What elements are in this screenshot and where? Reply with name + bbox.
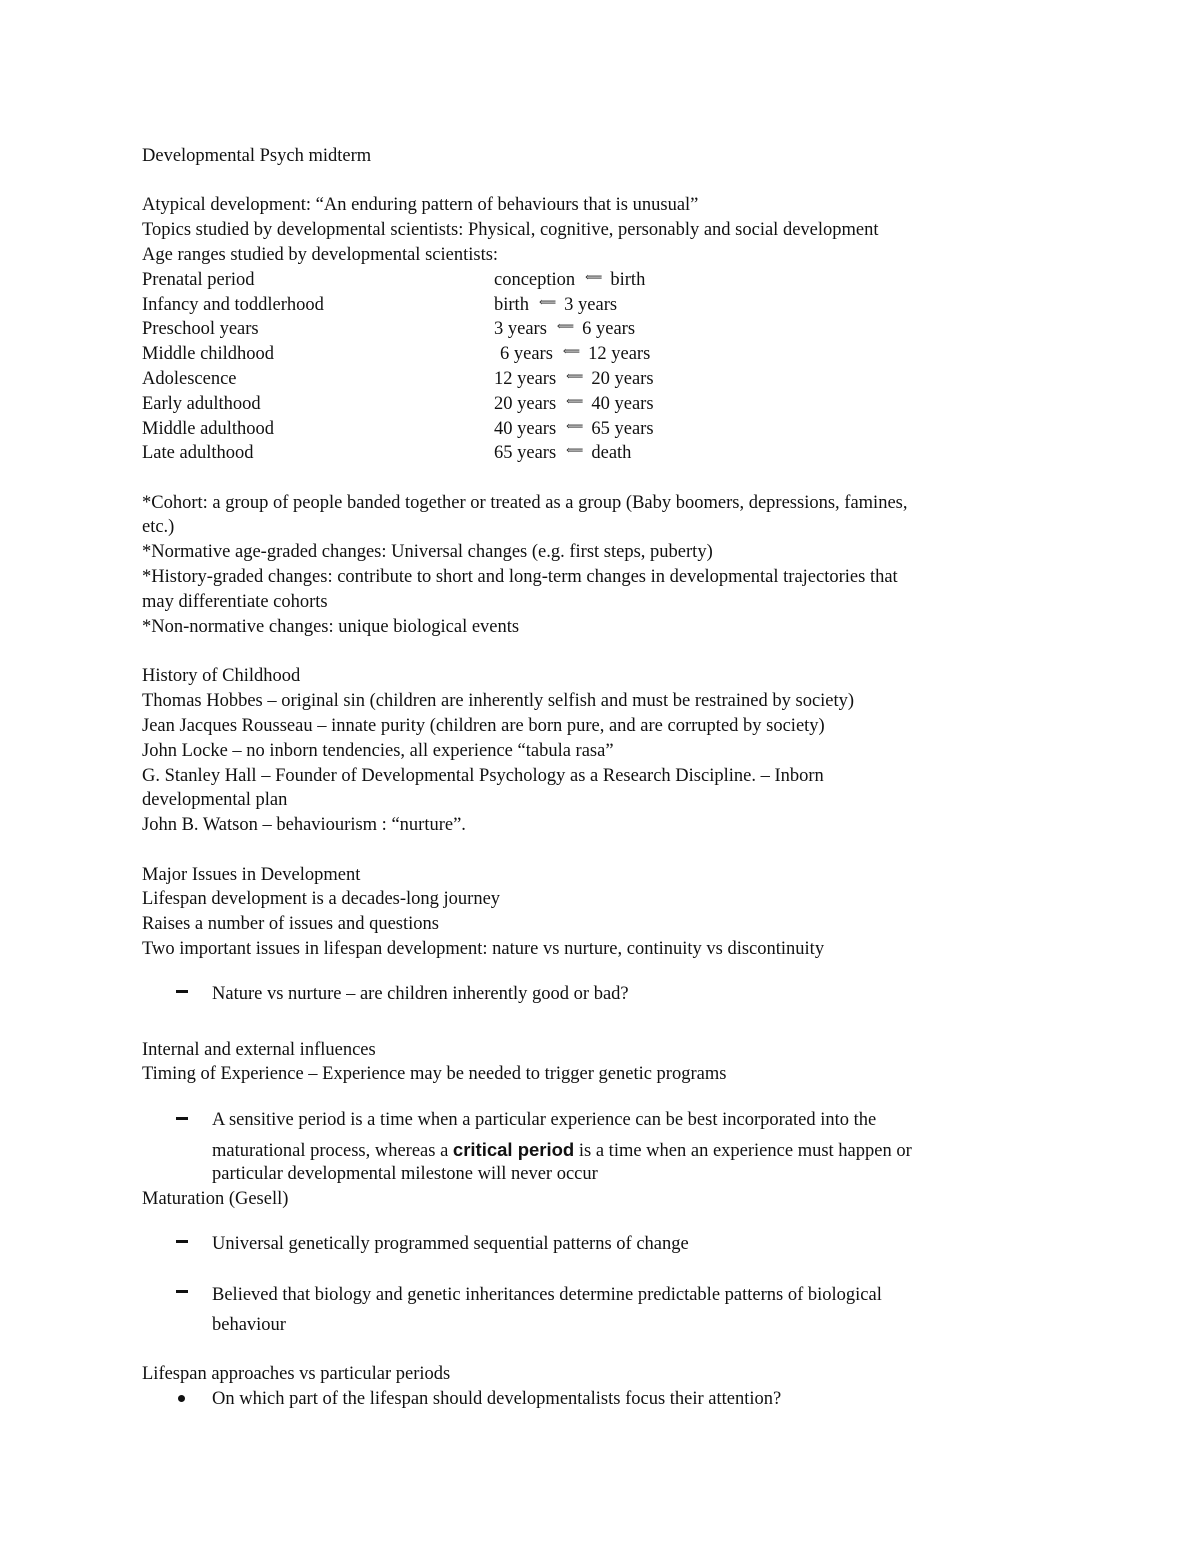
text-segment: is a time when an experience must happen or <box>574 1141 912 1161</box>
range-to: birth <box>610 270 646 290</box>
bullet-text: particular developmental milestone will never occur <box>212 1164 598 1184</box>
range-from: 6 years <box>500 344 553 364</box>
intro-line: Topics studied by developmental scientists: Physical, cognitive, personably and social development <box>142 220 879 240</box>
age-range-label: Infancy and toddlerhood <box>142 295 324 315</box>
age-range-value <box>494 268 645 293</box>
age-range-value <box>494 392 654 417</box>
age-range-label: Middle childhood <box>142 344 275 364</box>
issues-line: Raises a number of issues and questions <box>142 914 439 934</box>
changes-line: etc.) <box>142 517 175 537</box>
changes-line: *History-graded changes: contribute to short and long-term changes in developmental trajectories that <box>142 567 898 587</box>
history-line: Thomas Hobbes – original sin (children are inherently selfish and must be restrained by society) <box>142 691 855 711</box>
changes-line: *Non-normative changes: unique biological events <box>142 617 520 637</box>
issues-line: Two important issues in lifespan development: nature vs nurture, continuity vs discontinuity <box>142 939 825 959</box>
dash-bullet-icon <box>176 1240 188 1243</box>
bullet-text: A sensitive period is a time when a particular experience can be best incorporated into the <box>212 1110 877 1130</box>
age-range-value <box>500 342 650 367</box>
age-range-value <box>494 293 617 318</box>
section-heading: Lifespan approaches vs particular periods <box>142 1364 451 1384</box>
left-arrow-icon: ⟸ <box>566 419 584 433</box>
influences-line: Timing of Experience – Experience may be needed to trigger genetic programs <box>142 1064 727 1084</box>
age-range-value <box>494 367 654 392</box>
range-to: 65 years <box>591 419 654 439</box>
bullet-text: On which part of the lifespan should developmentalists focus their attention? <box>212 1389 782 1409</box>
history-line: John B. Watson – behaviourism : “nurture”. <box>142 815 466 835</box>
history-line: developmental plan <box>142 790 288 810</box>
age-range-label: Adolescence <box>142 369 237 389</box>
changes-line: may differentiate cohorts <box>142 592 328 612</box>
dash-bullet-icon <box>176 1290 188 1293</box>
history-line: G. Stanley Hall – Founder of Developmental Psychology as a Research Discipline. – Inborn <box>142 766 824 786</box>
dash-bullet-icon <box>176 1117 188 1120</box>
bullet-text: behaviour <box>212 1315 286 1335</box>
left-arrow-icon: ⟸ <box>538 295 557 309</box>
range-to: 3 years <box>564 295 618 315</box>
age-range-value <box>494 317 635 342</box>
age-range-label: Preschool years <box>142 319 259 339</box>
age-range-value <box>494 441 631 466</box>
left-arrow-icon: ⟸ <box>585 270 603 284</box>
text-segment: maturational process, whereas a <box>212 1141 453 1161</box>
section-heading: History of Childhood <box>142 666 301 686</box>
left-arrow-icon: ⟸ <box>562 344 581 358</box>
history-line: Jean Jacques Rousseau – innate purity (children are born pure, and are corrupted by society) <box>142 716 825 736</box>
range-to: 40 years <box>591 394 654 414</box>
section-heading: Maturation (Gesell) <box>142 1189 289 1209</box>
round-bullet-icon <box>178 1395 185 1402</box>
bullet-text: Universal genetically programmed sequential patterns of change <box>212 1234 689 1254</box>
range-from: 40 years <box>494 419 557 439</box>
age-range-label: Late adulthood <box>142 443 254 463</box>
age-range-label: Prenatal period <box>142 270 255 290</box>
range-from: 65 years <box>494 443 557 463</box>
history-line: John Locke – no inborn tendencies, all experience “tabula rasa” <box>142 741 614 761</box>
bullet-text: Nature vs nurture – are children inherently good or bad? <box>212 984 629 1004</box>
age-range-value <box>494 417 654 442</box>
document-title: Developmental Psych midterm <box>142 146 372 166</box>
bullet-text: Believed that biology and genetic inheritances determine predictable patterns of biological <box>212 1285 882 1305</box>
left-arrow-icon: ⟸ <box>566 443 584 457</box>
issues-line: Lifespan development is a decades-long journey <box>142 889 501 909</box>
range-from: 3 years <box>494 319 547 339</box>
section-heading: Major Issues in Development <box>142 865 361 885</box>
section-heading: Internal and external influences <box>142 1040 376 1060</box>
range-from: birth <box>494 295 529 315</box>
range-to: death <box>591 443 632 463</box>
age-range-label: Middle adulthood <box>142 419 275 439</box>
range-to: 12 years <box>588 344 651 364</box>
left-arrow-icon: ⟸ <box>566 394 584 408</box>
age-range-label: Early adulthood <box>142 394 261 414</box>
dash-bullet-icon <box>176 990 188 993</box>
range-from: conception <box>494 270 576 290</box>
range-from: 20 years <box>494 394 557 414</box>
left-arrow-icon: ⟸ <box>566 369 584 383</box>
range-from: 12 years <box>494 369 557 389</box>
intro-line: Atypical development: “An enduring pattern of behaviours that is unusual” <box>142 195 699 215</box>
left-arrow-icon: ⟸ <box>556 319 575 333</box>
changes-line: *Normative age-graded changes: Universal changes (e.g. first steps, puberty) <box>142 542 713 562</box>
changes-line: *Cohort: a group of people banded together or treated as a group (Baby boomers, depressions, famines, <box>142 493 908 513</box>
range-to: 6 years <box>582 319 636 339</box>
bold-term: critical period <box>452 1139 575 1160</box>
range-to: 20 years <box>591 369 654 389</box>
intro-line: Age ranges studied by developmental scientists: <box>142 245 499 265</box>
